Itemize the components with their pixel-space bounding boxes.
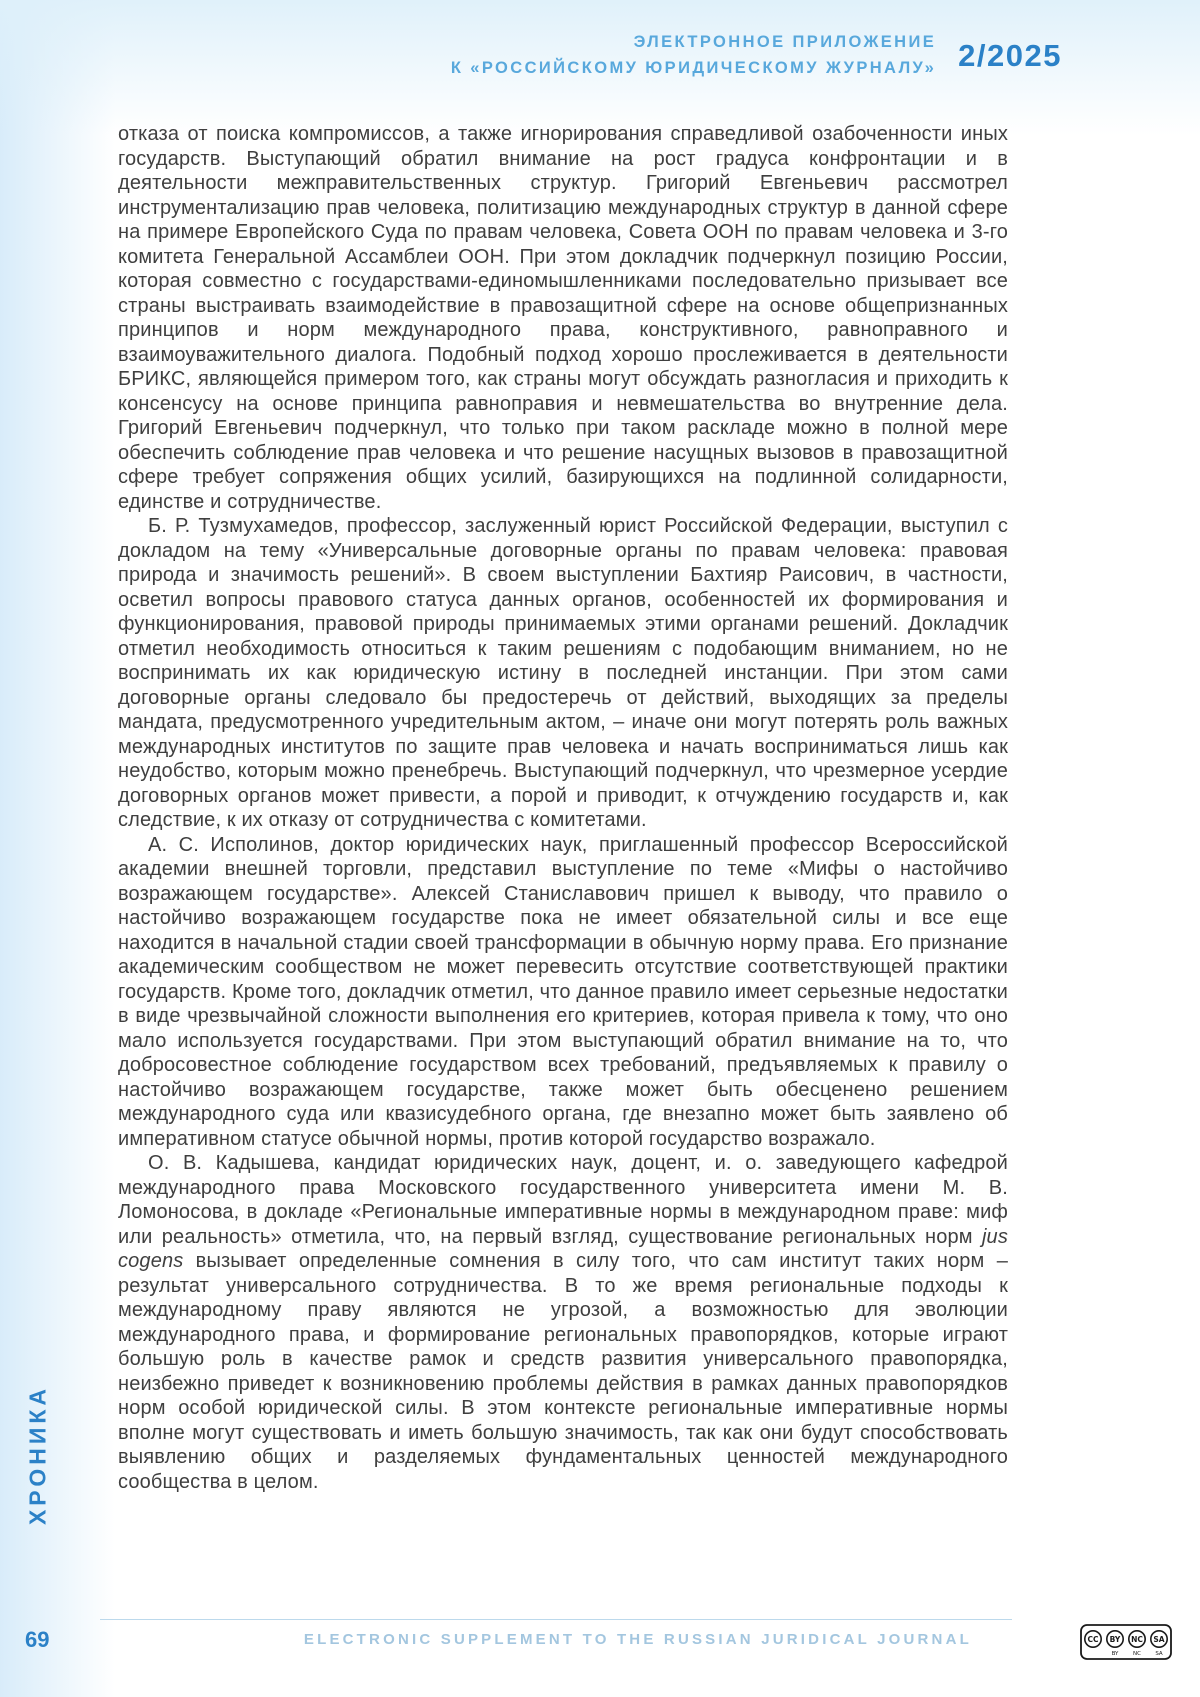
issue-number: 2/2025 (958, 37, 1062, 73)
page-header (0, 30, 1062, 81)
journal-title (451, 30, 936, 81)
article-body (118, 122, 1008, 1494)
sa-icon-label: SA (1153, 1635, 1165, 1644)
journal-title-line1: ЭЛЕКТРОННОЕ ПРИЛОЖЕНИЕ (633, 33, 937, 51)
by-sublabel: BY (1111, 1651, 1119, 1657)
paragraph-kadysheva-before: О. В. Кадышева, кандидат юридических наук, доцент, и. о. заведующего кафедрой международного права Московского государственного университета имени М. В. Ломоносова, в докладе «Региональные императивные нормы в международном праве: миф или реальность» отметила, что, на первый взгляд, существование региональных норм (118, 1152, 1008, 1248)
footer-divider (100, 1619, 1012, 1620)
cc-by-nc-sa-icon (1080, 1624, 1172, 1660)
paragraph-kadysheva-after: вызывает определенные сомнения в силу того, что сам институт таких норм – результат универсального сотрудничества. В то же время региональные подходы к международному праву являются не угрозой, а возможностью для эволюции международного права, и формирование региональных правопорядков, которые играют большую роль в качестве рамок и средств развития универсального правопорядка, неизбежно приведет к возникновению проблемы действия в рамках данных правопорядков норм особой юридической силы. В этом контексте региональные императивные нормы вполне могут существовать и иметь большую значимость, так как они будут способствовать выявлению общих и разделяемых фундаментальных ценностей международного сообщества в целом. (118, 1250, 1008, 1493)
cc-license-badge (1080, 1624, 1172, 1660)
cc-icon-label: CC (1087, 1635, 1099, 1644)
paragraph-ispolinov: А. С. Исполинов, доктор юридических наук, приглашенный профессор Всероссийской академии внешней торговли, представил выступление по теме «Мифы о настойчиво возражающем государстве». Алексей Станиславович пришел к выводу, что правило о настойчиво возражающем государстве пока не имеет обязательной силы и все еще находится в начальной стадии своей трансформации в обычную норму права. Его признание академическим сообществом не может перевесить отсутствие соответствующей практики государств. Кроме того, докладчик отметил, что данное правило имеет серьезные недостатки в виде чрезвычайной сложности выполнения его критериев, которая привела к тому, что оно мало используется государствами. При этом выступающий обратил внимание на то, что добросовестное соблюдение государством всех требований, предъявляемых к правилу о настойчиво возражающем государстве, также может быть обесценено решением международного суда или квазисудебного органа, где внезапно может быть заявлено об императивном статусе обычной нормы, против которой государство возражало. (118, 833, 1008, 1150)
section-label-chronicle: ХРОНИКА (24, 1384, 51, 1526)
by-icon-label: BY (1109, 1635, 1121, 1644)
sa-sublabel: SA (1155, 1651, 1163, 1657)
latin-term-jus-cogens: jus cogens (118, 1225, 1008, 1272)
paragraph-kadysheva (118, 1151, 1008, 1494)
nc-icon-label: NC (1131, 1635, 1143, 1644)
journal-title-line2: К «РОССИЙСКОМУ ЮРИДИЧЕСКОМУ ЖУРНАЛУ» (450, 58, 937, 77)
nc-sublabel: NC (1133, 1651, 1141, 1657)
footer-journal-title-en: ELECTRONIC SUPPLEMENT TO THE RUSSIAN JURIDICAL JOURNAL (303, 1631, 972, 1648)
paragraph-tuzmukhamedov: Б. Р. Тузмухамедов, профессор, заслуженный юрист Российской Федерации, выступил с докладом на тему «Универсальные договорные органы по правам человека: правовая природа и значимость решений». В своем выступлении Бахтияр Раисович, в частности, осветил вопросы правового статуса данных органов, особенностей их формирования и функционирования, правовой природы принимаемых этими органами решений. Докладчик отметил необходимость относиться к таким решениям с подобающим вниманием, но не воспринимать их как юридическую истину в последней инстанции. При этом сами договорные органы следовало бы предостеречь от действий, выходящих за пределы мандата, предусмотренного учредительным актом, – иначе они могут потерять роль важных международных институтов по защите прав человека и начать восприниматься лишь как неудобство, которым можно пренебречь. Выступающий подчеркнул, что чрезмерное усердие договорных органов может привести, а порой и приводит, к отчуждению государств и, как следствие, к их отказу от сотрудничества с комитетами. (118, 515, 1008, 831)
paragraph-continuation: отказа от поиска компромиссов, а также игнорирования справедливой озабоченности иных государств. Выступающий обратил внимание на рост градуса конфронтации и в деятельности межправительственных структур. Григорий Евгеньевич рассмотрел инструментализацию прав человека, политизацию международных структур в данной сфере на примере Европейского Суда по правам человека, Совета ООН по правам человека и 3-го комитета Генеральной Ассамблеи ООН. При этом докладчик подчеркнул позицию России, которая совместно с государствами-единомышленниками последовательно призывает все страны выстраивать взаимодействие в правозащитной сфере на основе общепризнанных принципов и норм международного права, конструктивного, равноправного и взаимоуважительного диалога. Подобный подход хорошо прослеживается в деятельности БРИКС, являющейся примером того, как страны могут обсуждать разногласия и приходить к консенсусу на основе принципа равноправия и невмешательства во внутренние дела. Григорий Евгеньевич подчеркнул, что только при таком раскладе можно в полной мере обеспечить соблюдение прав человека и что решение насущных вызовов в правозащитной сфере требует сопряжения общих усилий, базирующихся на подлинной солидарности, единстве и сотрудничестве. (118, 123, 1008, 513)
page-number: 69 (25, 1627, 50, 1652)
